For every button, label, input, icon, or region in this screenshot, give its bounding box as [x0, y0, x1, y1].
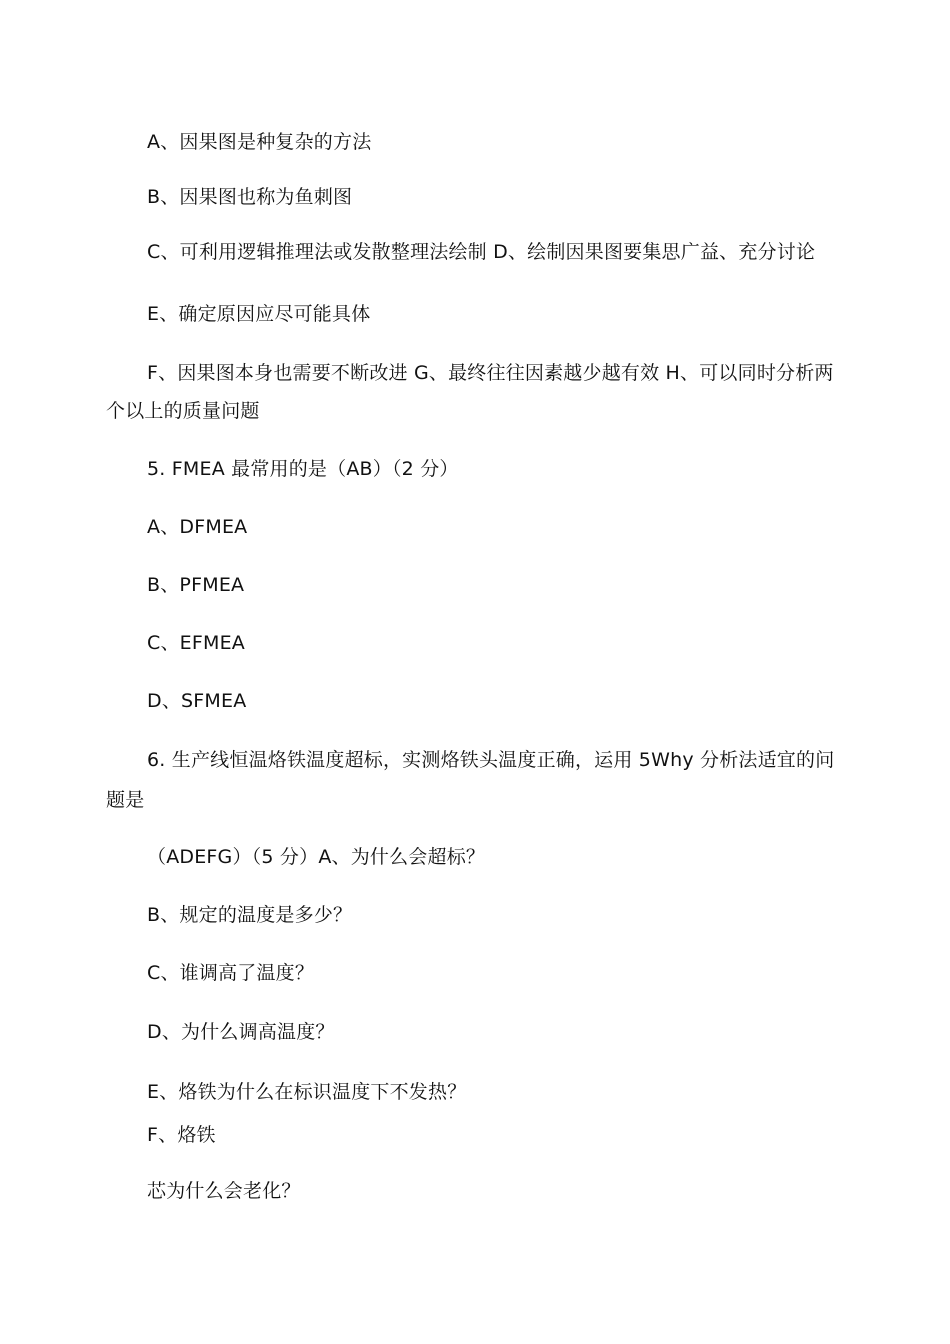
q4-option-e: E、确定原因应尽可能具体: [147, 303, 371, 325]
q5-title: 5. FMEA 最常用的是（AB）（2 分）: [147, 458, 459, 480]
q5-option-a: A、DFMEA: [147, 516, 248, 538]
q4-option-f-g-h: F、因果图本身也需要不断改进 G、最终往往因素越少越有效 H、可以同时分析两: [147, 362, 834, 384]
q6-option-b: B、规定的温度是多少？: [147, 904, 353, 926]
q6-answer-and-option-a: （ADEFG）（5 分）A、为什么会超标？: [147, 846, 486, 868]
q6-title-line1: 6. 生产线恒温烙铁温度超标，实测烙铁头温度正确，运用 5Why 分析法适宜的问: [147, 749, 835, 771]
q6-option-f-continued: 芯为什么会老化？: [147, 1180, 301, 1202]
q6-option-d: D、为什么调高温度？: [147, 1021, 335, 1043]
q6-option-e: E、烙铁为什么在标识温度下不发热？: [147, 1081, 467, 1103]
q4-option-h-continued: 个以上的质量问题: [106, 400, 260, 422]
q5-option-d: D、SFMEA: [147, 690, 247, 712]
q4-option-b: B、因果图也称为鱼刺图: [147, 186, 353, 208]
q5-option-b: B、PFMEA: [147, 574, 245, 596]
q4-option-a: A、因果图是种复杂的方法: [147, 131, 372, 153]
q6-option-c: C、谁调高了温度？: [147, 962, 315, 984]
q4-option-c-d: C、可利用逻辑推理法或发散整理法绘制 D、绘制因果图要集思广益、充分讨论: [147, 241, 816, 263]
q5-option-c: C、EFMEA: [147, 632, 245, 654]
q6-title-line2: 题是: [106, 789, 145, 811]
q6-option-f: F、烙铁: [147, 1124, 216, 1146]
